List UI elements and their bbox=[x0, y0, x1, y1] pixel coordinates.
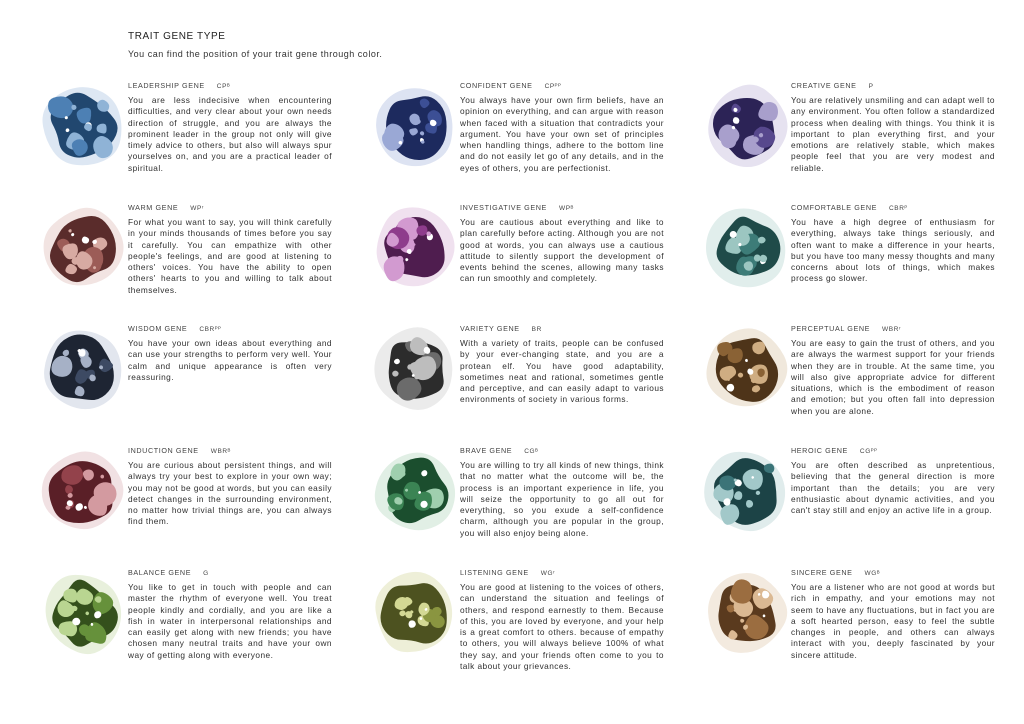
gene-card bbox=[38, 568, 368, 693]
gene-icon bbox=[701, 446, 791, 536]
gene-description: You are easy to gain the trust of others, and you are always the warmest support for your friends when they are in trouble. At the same time, you will also give appropriate advice for different situations, which is the embodiment of reason and emotion; but you often fall into depression when you are alone. bbox=[791, 338, 995, 416]
gene-description: You are relatively unsmiling and can adapt well to any environment. You often follow a standardized process when dealing with things. You think it is important to plan everything first, and your emotions are relatively stable, which makes people feel that you are very modest and reliable. bbox=[791, 95, 995, 173]
gene-card bbox=[38, 324, 368, 449]
gene-name: WARM GENE bbox=[128, 203, 179, 212]
gene-description: With a variety of traits, people can be confused by your ever-changing state, and you are a protean elf. You have good adaptability, sometimes neat and rational, sometimes gentle and perceptive, and can easily adapt to various environments of society in various forms. bbox=[460, 338, 664, 405]
gene-icon bbox=[370, 568, 460, 658]
gene-icon bbox=[370, 324, 460, 414]
gene-description: You always have your own firm beliefs, have an opinion on everything, and can argue with reason when faced with a situation that contradicts your argument. You have your own set of principles when handling things, adhere to the bottom line and do not easily let go of any details, and in the eyes of others, you are perfectionist. bbox=[460, 95, 664, 173]
gene-icon bbox=[370, 446, 460, 536]
gene-name: BRAVE GENE bbox=[460, 446, 513, 455]
gene-description: You are curious about persistent things, and will always try your best to explore in your own way; you may not be good at words, but you can easily detect changes in the surrounding environment, no matter how trivial things are, you can always find them. bbox=[128, 460, 332, 527]
gene-code: CBRᴾ bbox=[889, 205, 908, 212]
gene-description: You like to get in touch with people and can master the rhythm of everyone well. You treat people kindly and cordially, and you are like a fish in water in interpersonal relationships and can easily get along with new friends; you have chosen many neutral traits and have your own way of getting along with everyone. bbox=[128, 582, 332, 660]
gene-description: For what you want to say, you will think carefully in your minds thousands of times before you say it carefully. You can empathize with other people's feelings, and are good at listening to others' voices. You have the ability to open others' hearts to you and willing to talk about themselves. bbox=[128, 217, 332, 295]
gene-code: CBRᴾᴾ bbox=[199, 326, 222, 333]
gene-code: CGᴾᴾ bbox=[859, 448, 878, 455]
blob-dot bbox=[65, 116, 68, 119]
gene-card bbox=[701, 446, 1024, 571]
blob-dot bbox=[420, 617, 423, 620]
gene-card bbox=[38, 203, 368, 328]
gene-description: You are cautious about everything and like to plan carefully before acting. Although you are not good at words, you can always use a cautious attitude to silently support the development of events behind the scenes, allowing many tasks can run smoothly and completely. bbox=[460, 217, 664, 284]
blob-dot bbox=[91, 623, 94, 626]
gene-card bbox=[370, 446, 700, 571]
blob-dot bbox=[426, 231, 431, 236]
gene-name: INDUCTION GENE bbox=[128, 446, 199, 455]
gene-icon bbox=[701, 324, 791, 414]
gene-card bbox=[370, 81, 700, 206]
gene-card bbox=[701, 203, 1024, 328]
gene-code: CGᴮ bbox=[524, 448, 539, 455]
gene-code: WPᴮ bbox=[558, 205, 574, 212]
gene-card bbox=[370, 324, 700, 449]
gene-description: You are good at listening to the voices of others, can understand the situation and feelings of others, and respond earnestly to them. Because of this, you are loved by everyone, and your help is a great comfort to others. because of empathy to others, you will always believe 100% of what they say, and your friends often come to you to talk about your grievances. bbox=[460, 582, 664, 672]
gene-name: PERCEPTUAL GENE bbox=[791, 324, 871, 333]
gene-icon bbox=[370, 81, 460, 171]
gene-description: You are willing to try all kinds of new things, think that no matter what the outcome will be, the process is an important experience in life, you will seize the opportunity to go all out for everything, so you exude a self-confidence charm, although you are popular in the group, you will also enjoy being alone. bbox=[460, 460, 664, 538]
blob-dot bbox=[754, 255, 761, 262]
gene-name: INVESTIGATIVE GENE bbox=[460, 203, 547, 212]
gene-name: CREATIVE GENE bbox=[791, 81, 857, 90]
gene-name: WISDOM GENE bbox=[128, 324, 188, 333]
gene-icon bbox=[701, 81, 791, 171]
gene-description: You are often described as unpretentious, believing that the general direction is more important than the details; you are very enthusiastic about dynamic activities, and you can't stay still and enjoy an active life in a group. bbox=[791, 460, 995, 516]
gene-card bbox=[370, 568, 700, 693]
gene-card bbox=[701, 324, 1024, 449]
gene-name: BALANCE GENE bbox=[128, 568, 192, 577]
page-subtitle: You can find the position of your trait gene through color. bbox=[128, 49, 383, 59]
gene-code: CPᴾᴾ bbox=[544, 83, 562, 90]
gene-code: WBRʳ bbox=[882, 326, 902, 333]
gene-icon bbox=[701, 203, 791, 293]
gene-icon bbox=[38, 324, 128, 414]
gene-name: SINCERE GENE bbox=[791, 568, 853, 577]
gene-description: You are less indecisive when encountering difficulties, and very clear about your own needs direction of struggle, and you are always the prominent leader in the group not only will give timely advice to others, but also will always spur yourselves on, and you are a practical leader of spiritual. bbox=[128, 95, 332, 173]
gene-name: COMFORTABLE GENE bbox=[791, 203, 878, 212]
gene-card bbox=[370, 203, 700, 328]
gene-code: G bbox=[203, 570, 209, 577]
gene-icon bbox=[370, 203, 460, 293]
gene-icon bbox=[38, 203, 128, 293]
gene-description: You are a listener who are not good at words but rich in empathy, and your emotions may not seem to have any fluctuations, but in fact you are a soft hearted person, easy to feel the subtle changes in people, and others can always interact with you, deeply fascinated by your sincere attitude. bbox=[791, 582, 995, 660]
gene-icon bbox=[38, 446, 128, 536]
gene-name: VARIETY GENE bbox=[460, 324, 520, 333]
gene-card bbox=[38, 81, 368, 206]
gene-code: WGʳ bbox=[540, 570, 556, 577]
gene-code: WBRᴮ bbox=[210, 448, 231, 455]
gene-icon bbox=[38, 568, 128, 658]
gene-code: CPᴮ bbox=[216, 83, 231, 90]
gene-card bbox=[38, 446, 368, 571]
gene-code: WPʳ bbox=[190, 205, 205, 212]
gene-description: You have a high degree of enthusiasm for everything, always take things seriously, and often want to make a difference in your hearts, but you have too many messy thoughts and many concerns about lots of things, which makes process go slower. bbox=[791, 217, 995, 284]
gene-code: P bbox=[868, 83, 874, 90]
gene-icon bbox=[701, 568, 791, 658]
gene-name: LEADERSHIP GENE bbox=[128, 81, 205, 90]
gene-card bbox=[701, 81, 1024, 206]
gene-card bbox=[701, 568, 1024, 693]
gene-name: LISTENING GENE bbox=[460, 568, 529, 577]
gene-code: WGᴮ bbox=[864, 570, 881, 577]
gene-description: You have your own ideas about everything and can use your strengths to perform very well. Your calm and unique appearance is often very reassuring. bbox=[128, 338, 332, 382]
gene-icon bbox=[38, 81, 128, 171]
gene-name: CONFIDENT GENE bbox=[460, 81, 533, 90]
gene-code: BR bbox=[531, 326, 542, 333]
page-title: TRAIT GENE TYPE bbox=[128, 31, 226, 42]
gene-name: HEROIC GENE bbox=[791, 446, 848, 455]
